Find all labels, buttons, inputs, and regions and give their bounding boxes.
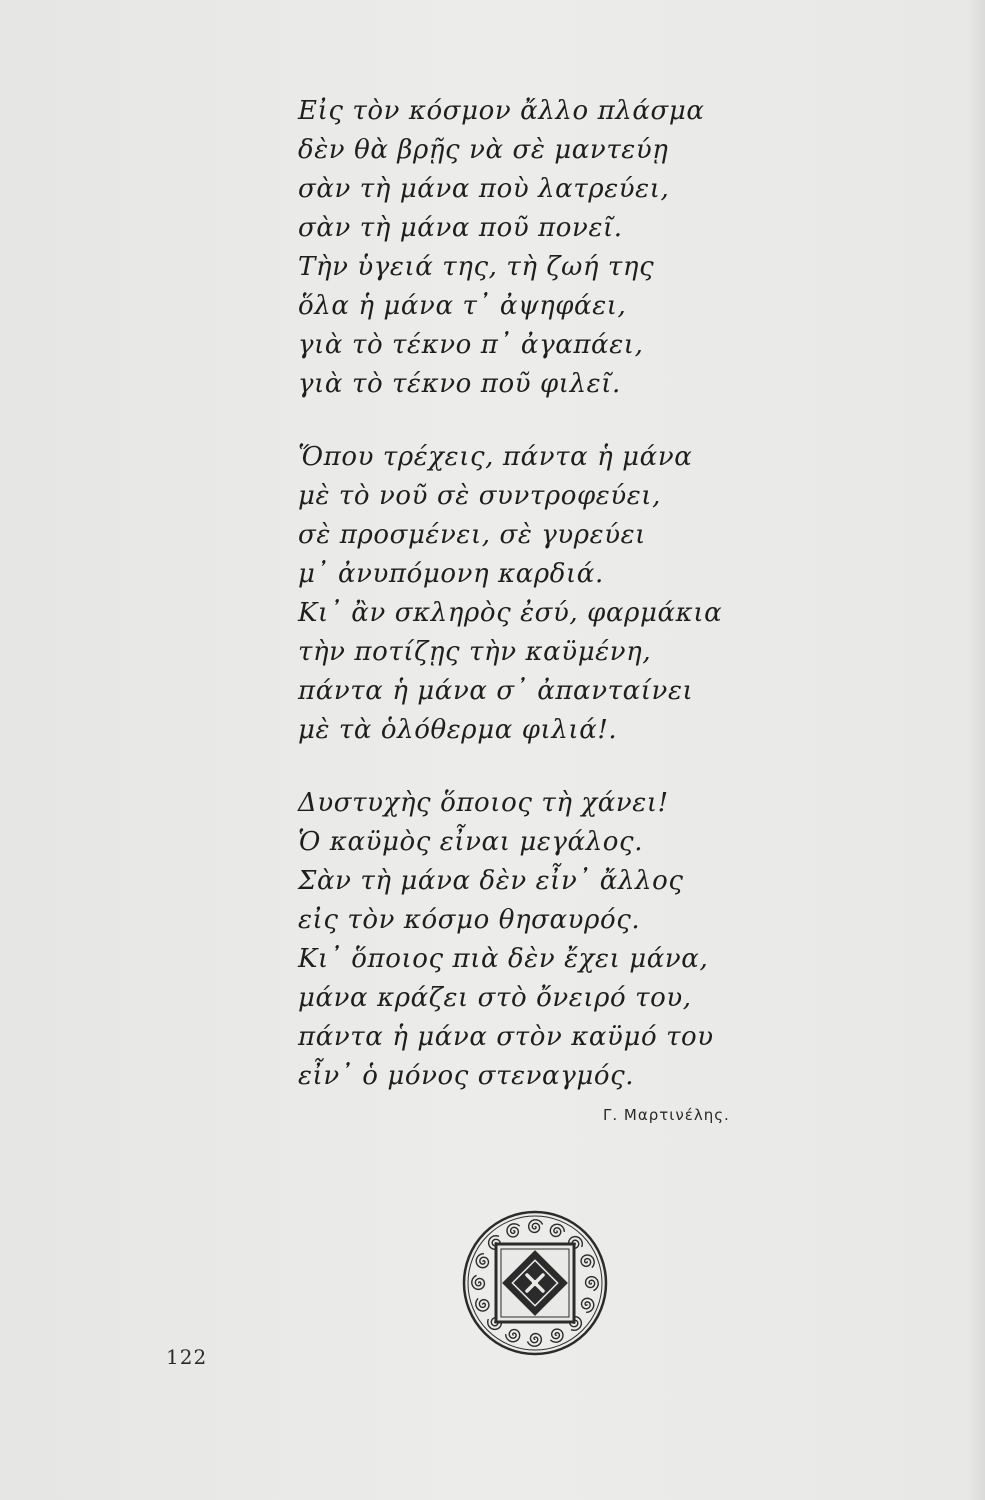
ornament-spiral <box>476 1298 489 1311</box>
poem-line: σὰν τὴ μάνα ποὺ λατρεύει, <box>298 174 670 204</box>
poem-line: Ὅπου τρέχεις, πάντα ἡ μάνα <box>298 442 693 472</box>
poem-line: Εἰς τὸν κόσμον ἄλλο πλάσμα <box>298 96 705 126</box>
page-number: 122 <box>166 1345 208 1369</box>
ornament-spiral <box>507 1224 520 1237</box>
poem-line: Κι᾽ ἂν σκληρὸς ἐσύ, φαρμάκια <box>298 598 723 628</box>
poem-line: εἶν᾽ ὁ μόνος στεναγμός. <box>298 1061 635 1091</box>
ornament-spiral <box>472 1275 485 1289</box>
poem-line: γιὰ τὸ τέκνο ποῦ φιλεῖ. <box>298 369 621 399</box>
greek-spiral-rosette-ornament-icon <box>462 1210 608 1356</box>
poem-line: πάντα ἡ μάνα σ᾽ ἀπανταίνει <box>298 676 694 706</box>
poem-line: πάντα ἡ μάνα στὸν καϋμό του <box>298 1022 714 1052</box>
poem-line: Δυστυχὴς ὅποιος τὴ χάνει! <box>298 788 669 818</box>
author-signature: Γ. Μαρτινέλης. <box>603 1106 730 1124</box>
page-edge-shadow <box>967 0 985 1500</box>
ornament-spiral <box>527 1334 541 1347</box>
ornament-spiral <box>550 1329 563 1342</box>
poem-line: τὴν ποτίζῃς τὴν καϋμένη, <box>298 637 652 667</box>
poem <box>298 92 758 1130</box>
poem-line: Ὁ καϋμὸς εἶναι μεγάλος. <box>298 827 644 857</box>
stanza-3 <box>298 784 758 1096</box>
poem-line: Τὴν ὑγειά της, τὴ ζωή της <box>298 252 655 282</box>
poem-line: εἰς τὸν κόσμο θησαυρός. <box>298 905 641 935</box>
poem-line: μ᾽ ἀνυπόμονη καρδιά. <box>298 559 604 589</box>
poem-line: σὰν τὴ μάνα ποῦ πονεῖ. <box>298 213 623 243</box>
ornament-spiral <box>586 1277 599 1291</box>
poem-line: δὲν θὰ βρῇς νὰ σὲ μαντεύῃ <box>298 135 669 165</box>
ornament-spiral <box>550 1224 564 1236</box>
poem-line: μάνα κράζει στὸ ὄνειρό του, <box>298 983 692 1013</box>
poem-line: Κι᾽ ὅποιος πιὰ δὲν ἔχει μάνα, <box>298 944 709 974</box>
poem-line: γιὰ τὸ τέκνο π᾽ ἀγαπάει, <box>298 330 644 360</box>
poem-line: ὅλα ἡ μάνα τ᾽ ἀψηφάει, <box>298 291 627 321</box>
poem-line: Σὰν τὴ μάνα δὲν εἶν᾽ ἄλλος <box>298 866 684 896</box>
stanza-2 <box>298 438 758 750</box>
ornament-spiral <box>582 1298 594 1312</box>
ornament-spiral <box>476 1254 488 1268</box>
stanza-1 <box>298 92 758 404</box>
poem-line: μὲ τὸ νοῦ σὲ συντροφεύει, <box>298 481 661 511</box>
poem-line: σὲ προσμένει, σὲ γυρεύει <box>298 520 646 550</box>
ornament-spiral <box>581 1255 594 1268</box>
ornament-spiral <box>529 1220 543 1233</box>
ornament-spiral <box>506 1330 520 1342</box>
poem-line: μὲ τὰ ὁλόθερμα φιλιά!. <box>298 715 618 745</box>
